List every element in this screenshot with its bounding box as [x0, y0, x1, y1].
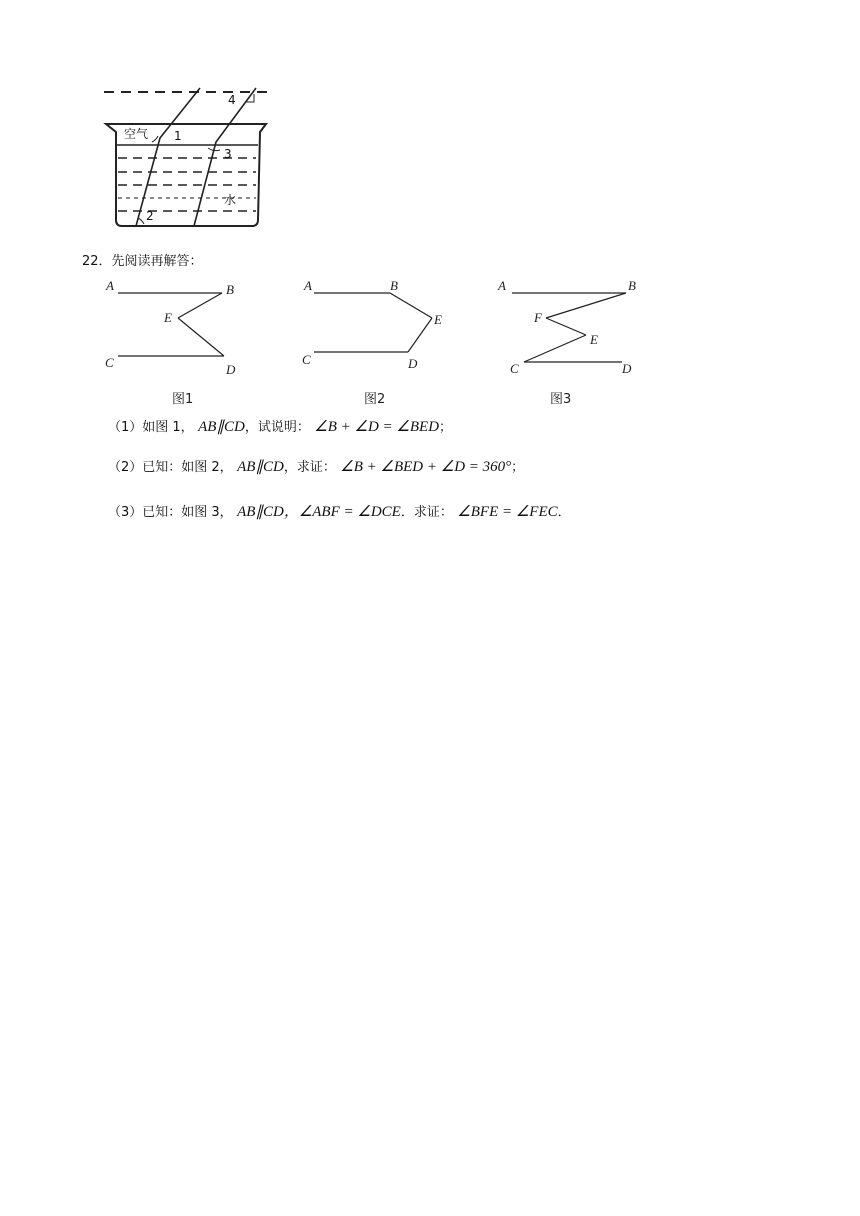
part-3-condition: AB∥CD	[237, 504, 284, 520]
point-A: A	[106, 278, 114, 293]
point-C: C	[510, 361, 519, 376]
part-2-condition: AB∥CD	[237, 459, 284, 475]
point-A: A	[304, 278, 312, 293]
part-1-claim: ∠B + ∠D = ∠BED	[314, 419, 440, 435]
water-label: 水	[224, 193, 237, 207]
point-B: B	[628, 278, 636, 293]
part-1-intro: 如图 1，	[142, 420, 194, 435]
point-C: C	[105, 355, 114, 370]
figure-3-caption: 图3	[550, 392, 572, 407]
figure-3	[494, 276, 650, 382]
part-1-verb: ，试说明：	[244, 420, 310, 435]
point-B: B	[390, 278, 398, 293]
point-F: F	[534, 310, 542, 325]
point-E: E	[164, 310, 172, 325]
point-B: B	[226, 282, 234, 297]
part-2-verb: ，求证：	[283, 460, 336, 475]
point-E: E	[434, 312, 442, 327]
figure-2-caption: 图2	[364, 392, 386, 407]
angle-2-label: 2	[146, 209, 154, 223]
angle-1-label: 1	[174, 129, 182, 143]
part-3-end: ．	[557, 505, 571, 520]
point-C: C	[302, 352, 311, 367]
part-3-intro: 已知：如图 3，	[142, 505, 233, 520]
question-title: 22．先阅读再解答：	[82, 254, 203, 269]
part-3-claim: ∠BFE = ∠FEC	[457, 504, 558, 520]
figure-2	[296, 276, 456, 382]
part-2-number: （2）	[108, 460, 143, 475]
part-1	[108, 416, 452, 436]
part-2	[108, 456, 524, 476]
point-E: E	[590, 332, 598, 347]
point-A: A	[498, 278, 506, 293]
point-D: D	[622, 361, 632, 376]
point-D: D	[408, 356, 418, 371]
beaker-refraction-figure	[96, 80, 276, 230]
part-1-end: ；	[439, 420, 453, 435]
part-3-verb: ．求证：	[400, 505, 453, 520]
part-2-claim: ∠B + ∠BED + ∠D = 360°	[340, 459, 512, 475]
part-2-intro: 已知：如图 2，	[142, 460, 233, 475]
angle-3-label: 3	[224, 147, 232, 161]
part-3-number: （3）	[108, 505, 143, 520]
figure-1	[100, 276, 250, 382]
point-D: D	[226, 362, 236, 377]
part-1-number: （1）	[108, 420, 143, 435]
air-label: 空气	[124, 127, 149, 141]
angle-4-label: 4	[228, 93, 236, 107]
part-1-condition: AB∥CD	[198, 419, 245, 435]
part-3	[108, 500, 571, 521]
figure-1-caption: 图1	[172, 392, 194, 407]
part-3-condition-2: ，∠ABF = ∠DCE	[283, 504, 401, 520]
part-2-end: ；	[511, 460, 525, 475]
